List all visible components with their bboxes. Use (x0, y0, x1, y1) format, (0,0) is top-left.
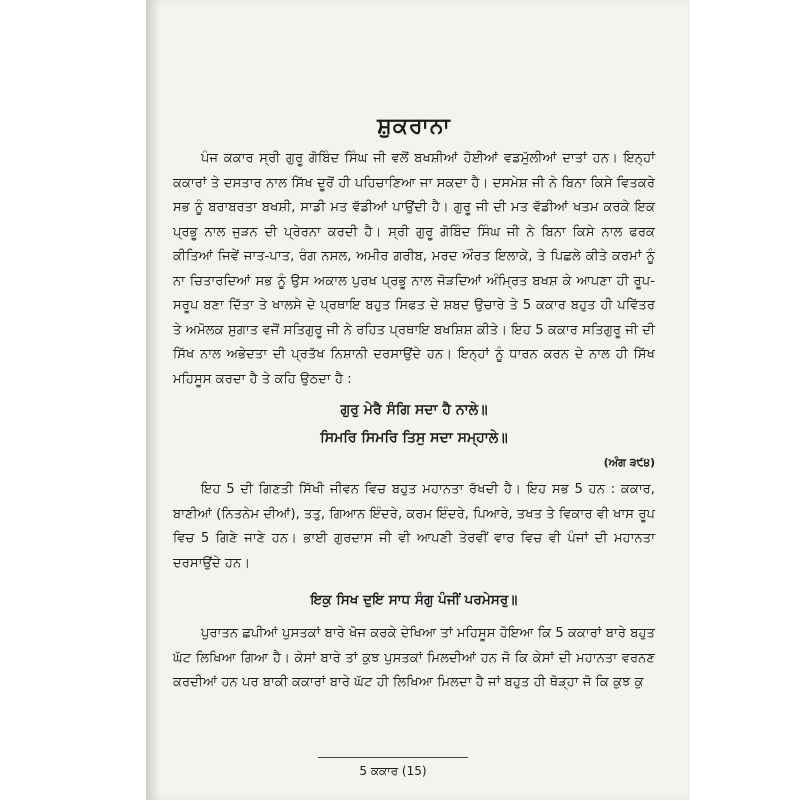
verse-2: ਇਕੁ ਸਿਖ ਦੁਇ ਸਾਧ ਸੰਗੁ ਪੰਜੀਂ ਪਰਮੇਸਰੁ॥ (310, 592, 518, 608)
paragraph-1: ਪੰਜ ਕਕਾਰ ਸ੍ਰੀ ਗੁਰੂ ਗੋਬਿੰਦ ਸਿੰਘ ਜੀ ਵਲੋਂ ਬਖਸ਼ੀਆਂ ਹੋਈਆਂ ਵਡਮੁੱਲੀਆਂ ਦਾਤਾਂ ਹਨ। ਇਨ੍ਹਾਂ ਕਕਾਰਾਂ ਤੇ ਦਸਤਾਰ ਨਾਲ ਸਿੱਖ ਦੂਰੋਂ ਹੀ ਪਹਿਚਾਣਿਆ ਜਾ ਸਕਦਾ ਹੈ। ਦਸਮੇਸ਼ ਜੀ ਨੇ ਬਿਨਾ ਕਿਸੇ ਵਿਤਕਰੇ ਸਭ ਨੂੰ ਬਰਾਬਰਤਾ ਬਖਸ਼ੀ, ਸਾਡੀ ਮਤ ਵੱਡੀਆਂ ਪਾਉਂਦੀ ਹੈ। ਗੁਰੂ ਜੀ ਦੀ ਮਤ ਵੱਡੀਆਂ ਖਤਮ ਕਰਕੇ ਇਕ ਪ੍ਰਭੂ ਨਾਲ ਜੁੜਨ ਦੀ ਪ੍ਰੇਰਨਾ ਕਰਦੀ ਹੈ। ਸ੍ਰੀ ਗੁਰੂ ਗੋਬਿੰਦ ਸਿੰਘ ਜੀ ਨੇ ਬਿਨਾ ਕਿਸੇ ਨਾਲ ਫਰਕ ਕੀਤਿਆਂ ਜਿਵੇਂ ਜਾਤ-ਪਾਤ, ਰੰਗ ਨਸਲ, ਅਮੀਰ ਗਰੀਬ, ਮਰਦ ਔਰਤ ਇਲਾਕੇ, ਤੇ ਪਿਛਲੇ ਕੀਤੇ ਕਰਮਾਂ ਨੂੰ ਨਾ ਚਿਤਾਰਦਿਆਂ ਸਭ ਨੂੰ ਉਸ ਅਕਾਲ ਪੁਰਖ ਪ੍ਰਭੂ ਨਾਲ ਜੋੜਦਿਆਂ ਅੰਮ੍ਰਿਤ ਬਖਸ਼ ਕੇ ਆਪਣਾ ਹੀ ਰੂਪ-ਸਰੂਪ ਬਣਾ ਦਿੱਤਾ ਤੇ ਖਾਲਸੇ ਦੇ ਪ੍ਰਥਾਇ ਬਹੁਤ ਸਿਫਤ ਦੇ ਸ਼ਬਦ ਉਚਾਰੇ ਤੇ 5 ਕਕਾਰ ਬਹੁਤ ਹੀ ਪਵਿੱਤਰ ਤੇ ਅਮੋਲਕ ਸੁਗਾਤ ਵਜੋਂ ਸਤਿਗੁਰੂ ਜੀ ਨੇ ਰਹਿਤ ਪ੍ਰਥਾਇ ਬਖਸ਼ਿਸ਼ ਕੀਤੇ। ਇਹ 5 ਕਕਾਰ ਸਤਿਗੁਰੂ ਜੀ ਦੀ ਸਿੱਖ ਨਾਲ ਅਭੇਦਤਾ ਦੀ ਪ੍ਰਤੱਖ ਨਿਸ਼ਾਨੀ ਦਰਸਾਉਂਦੇ ਹਨ। ਇਨ੍ਹਾਂ ਨੂੰ ਧਾਰਨ ਕਰਨ ਦੇ ਨਾਲ ਹੀ ਸਿੱਖ ਮਹਿਸੂਸ ਕਰਦਾ ਹੈ ਤੇ ਕਹਿ ਉਠਦਾ ਹੈ : (173, 151, 655, 387)
page-title: ਸ਼ੁਕਰਾਨਾ (377, 114, 451, 139)
page-content (173, 96, 655, 696)
verse-1-line-1: ਗੁਰੁ ਮੇਰੈ ਸੰਗਿ ਸਦਾ ਹੈ ਨਾਲੇ॥ (340, 402, 488, 418)
footer-rule (318, 757, 468, 758)
paragraph-2: ਇਹ 5 ਦੀ ਗਿਣਤੀ ਸਿੱਖੀ ਜੀਵਨ ਵਿਚ ਬਹੁਤ ਮਹਾਨਤਾ ਰੱਖਦੀ ਹੈ। ਇਹ ਸਭ 5 ਹਨ : ਕਕਾਰ, ਬਾਣੀਆਂ (ਨਿਤਨੇਮ ਦੀਆਂ), ਤਤੁ, ਗਿਆਨ ਇੰਦਰੇ, ਕਰਮ ਇੰਦਰੇ, ਪਿਆਰੇ, ਤਖਤ ਤੇ ਵਿਕਾਰ ਵੀ ਖਾਸ ਰੂਪ ਵਿਚ 5 ਗਿਣੇ ਜਾਣੇ ਹਨ। ਭਾਈ ਗੁਰਦਾਸ ਜੀ ਵੀ ਆਪਣੀ ਤੇਰਵੀਂ ਵਾਰ ਵਿਚ ਵੀ ਪੰਜਾਂ ਦੀ ਮਹਾਨਤਾ ਦਰਸਾਉਂਦੇ ਹਨ। (173, 482, 655, 571)
page-footer: 5 ਕਕਾਰ (15) (359, 764, 427, 778)
paragraph-3: ਪੁਰਾਤਨ ਛਪੀਆਂ ਪੁਸਤਕਾਂ ਬਾਰੇ ਖੋਜ ਕਰਕੇ ਦੇਖਿਆ ਤਾਂ ਮਹਿਸੂਸ ਹੋਇਆ ਕਿ 5 ਕਕਾਰਾਂ ਬਾਰੇ ਬਹੁਤ ਘੱਟ ਲਿਖਿਆ ਗਿਆ ਹੈ। ਕੇਸਾਂ ਬਾਰੇ ਤਾਂ ਕੁਝ ਪੁਸਤਕਾਂ ਮਿਲਦੀਆਂ ਹਨ ਜੋ ਕਿ ਕੇਸਾਂ ਦੀ ਮਹਾਨਤਾ ਵਰਨਣ ਕਰਦੀਆਂ ਹਨ ਪਰ ਬਾਕੀ ਕਕਾਰਾਂ ਬਾਰੇ ਘੱਟ ਹੀ ਲਿਖਿਆ ਮਿਲਦਾ ਹੈ ਜਾਂ ਬਹੁਤ ਹੀ ਥੋੜ੍ਹਾ ਜੋ ਕਿ ਕੁਝ ਕੁ (173, 626, 655, 690)
verse-reference: (ਅੰਗ ੩੯੪) (603, 456, 655, 469)
verse-1-line-2: ਸਿਮਰਿ ਸਿਮਰਿ ਤਿਸੁ ਸਦਾ ਸਮ੍ਹਾਲੇ॥ (320, 430, 508, 446)
